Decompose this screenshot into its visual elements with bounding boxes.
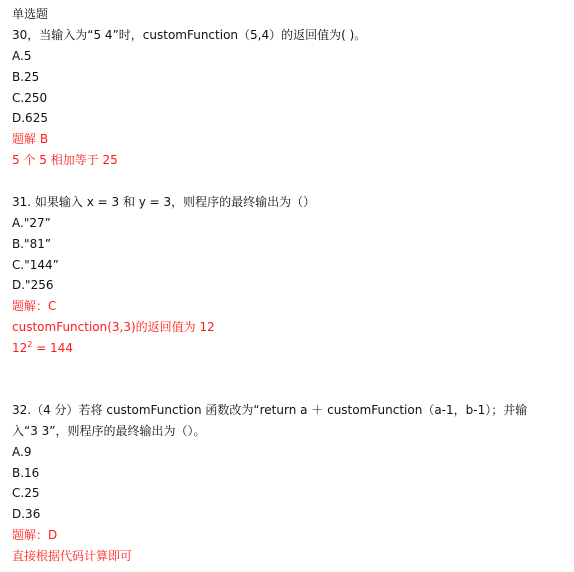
- q31-explanation-2-exponent: 2: [27, 340, 33, 349]
- q32-option-a: A.9: [12, 445, 32, 459]
- question-32-text-line-2: 入“3 3”，则程序的最终输出为（）。: [12, 424, 206, 438]
- q31-explanation-2-base: 12: [12, 341, 28, 355]
- q30-option-a: A.5: [12, 49, 32, 63]
- q31-option-a: A."27”: [12, 216, 51, 230]
- q30-answer: 题解 B: [12, 132, 49, 146]
- question-32-text-line-1: 32.（4 分）若将 customFunction 函数改为“return a ＋ customFunction（a-1，b-1）；并输: [12, 403, 528, 417]
- q31-explanation-2: [12, 340, 73, 356]
- q31-option-c: C."144”: [12, 258, 59, 272]
- q30-option-b: B.25: [12, 70, 40, 84]
- question-30-text: 30，当输入为“5 4”时，customFunction（5,4）的返回值为( )。: [12, 28, 367, 42]
- q30-option-c: C.250: [12, 91, 48, 105]
- q31-option-d: D."256: [12, 278, 54, 292]
- question-31-text: 31. 如果输入 x = 3 和 y = 3，则程序的最终输出为（）: [12, 195, 316, 209]
- q32-option-d: D.36: [12, 507, 41, 521]
- q30-explanation: 5 个 5 相加等于 25: [12, 153, 118, 167]
- q32-explanation: 直接根据代码计算即可: [12, 549, 133, 563]
- q32-answer: 题解：D: [12, 528, 58, 542]
- q31-option-b: B."81”: [12, 237, 52, 251]
- section-label: 单选题: [12, 7, 49, 21]
- q32-option-b: B.16: [12, 466, 40, 480]
- q32-option-c: C.25: [12, 486, 40, 500]
- q31-explanation-2-rest: = 144: [32, 341, 73, 355]
- q31-answer: 题解：C: [12, 299, 57, 313]
- q31-explanation-1: customFunction(3,3)的返回值为 12: [12, 320, 215, 334]
- q30-option-d: D.625: [12, 111, 48, 125]
